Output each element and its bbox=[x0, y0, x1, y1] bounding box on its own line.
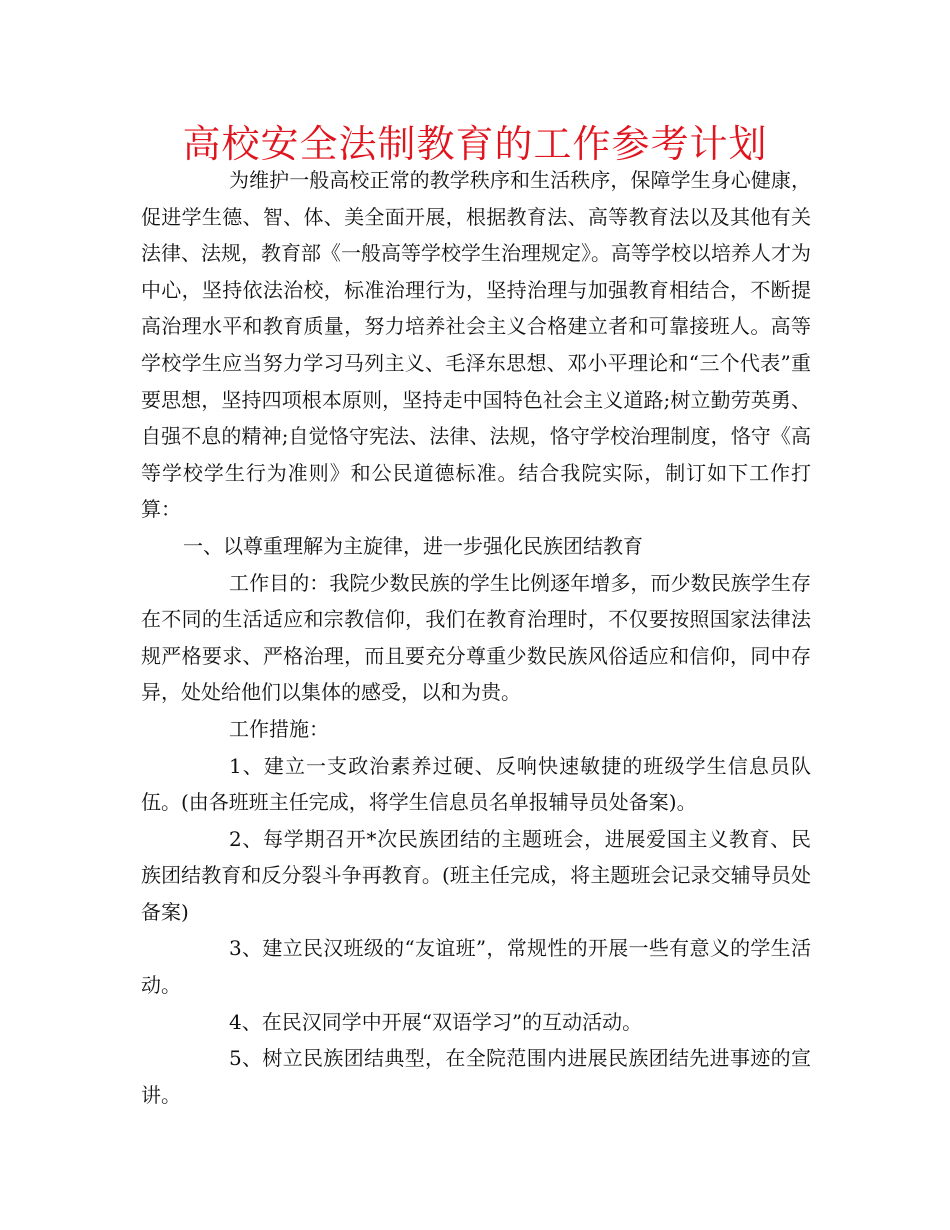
measure-item-3: 3、建立民汉班级的“友谊班”，常规性的开展一些有意义的学生活动。 bbox=[141, 936, 811, 998]
work-goal-paragraph: 工作目的：我院少数民族的学生比例逐年增多，而少数民族学生存在不同的生活适应和宗教信仰，我们在教育治理时，不仅要按照国家法律法规严格要求、严格治理，而且要充分尊重少数民族风俗适应和信仰，同中存异，处处给他们以集体的感受，以和为贵。 bbox=[141, 570, 811, 705]
document-body bbox=[141, 162, 811, 1113]
section-heading: 一、以尊重理解为主旋律，进一步强化民族团结教育 bbox=[183, 533, 643, 558]
document-title: 高校安全法制教育的工作参考计划 bbox=[182, 122, 768, 166]
measure-item-1: 1、建立一支政治素养过硬、反响快速敏捷的班级学生信息员队伍。(由各班班主任完成，将学生信息员名单报辅导员处备案)。 bbox=[141, 753, 811, 815]
measure-item-2: 2、每学期召开*次民族团结的主题班会，进展爱国主义教育、民族团结教育和反分裂斗争再教育。(班主任完成，将主题班会记录交辅导员处备案) bbox=[141, 826, 811, 924]
work-measures-label: 工作措施： bbox=[229, 716, 329, 741]
measure-item-5: 5、树立民族团结典型，在全院范围内进展民族团结先进事迹的宣讲。 bbox=[141, 1046, 811, 1107]
measure-item-4: 4、在民汉同学中开展“双语学习”的互动活动。 bbox=[229, 1009, 643, 1034]
intro-paragraph: 为维护一般高校正常的教学秩序和生活秩序，保障学生身心健康，促进学生德、智、体、美全面开展，根据教育法、高等教育法以及其他有关法律、法规，教育部《一般高等学校学生治理规定》。高等学校以培养人才为中心，坚持依法治校，标准治理行为，坚持治理与加强教育相结合，不断提高治理水平和教育质量，努力培养社会主义合格建立者和可靠接班人。高等学校学生应当努力学习马列主义、毛泽东思想、邓小平理论和“三个代表”重要思想，坚持四项根本原则，坚持走中国特色社会主义道路;树立勤劳英勇、自强不息的精神;自觉恪守宪法、法律、法规，恪守学校治理制度，恪守《高等学校学生行为准则》和公民道德标准。结合我院实际，制订如下工作打算： bbox=[141, 168, 811, 522]
